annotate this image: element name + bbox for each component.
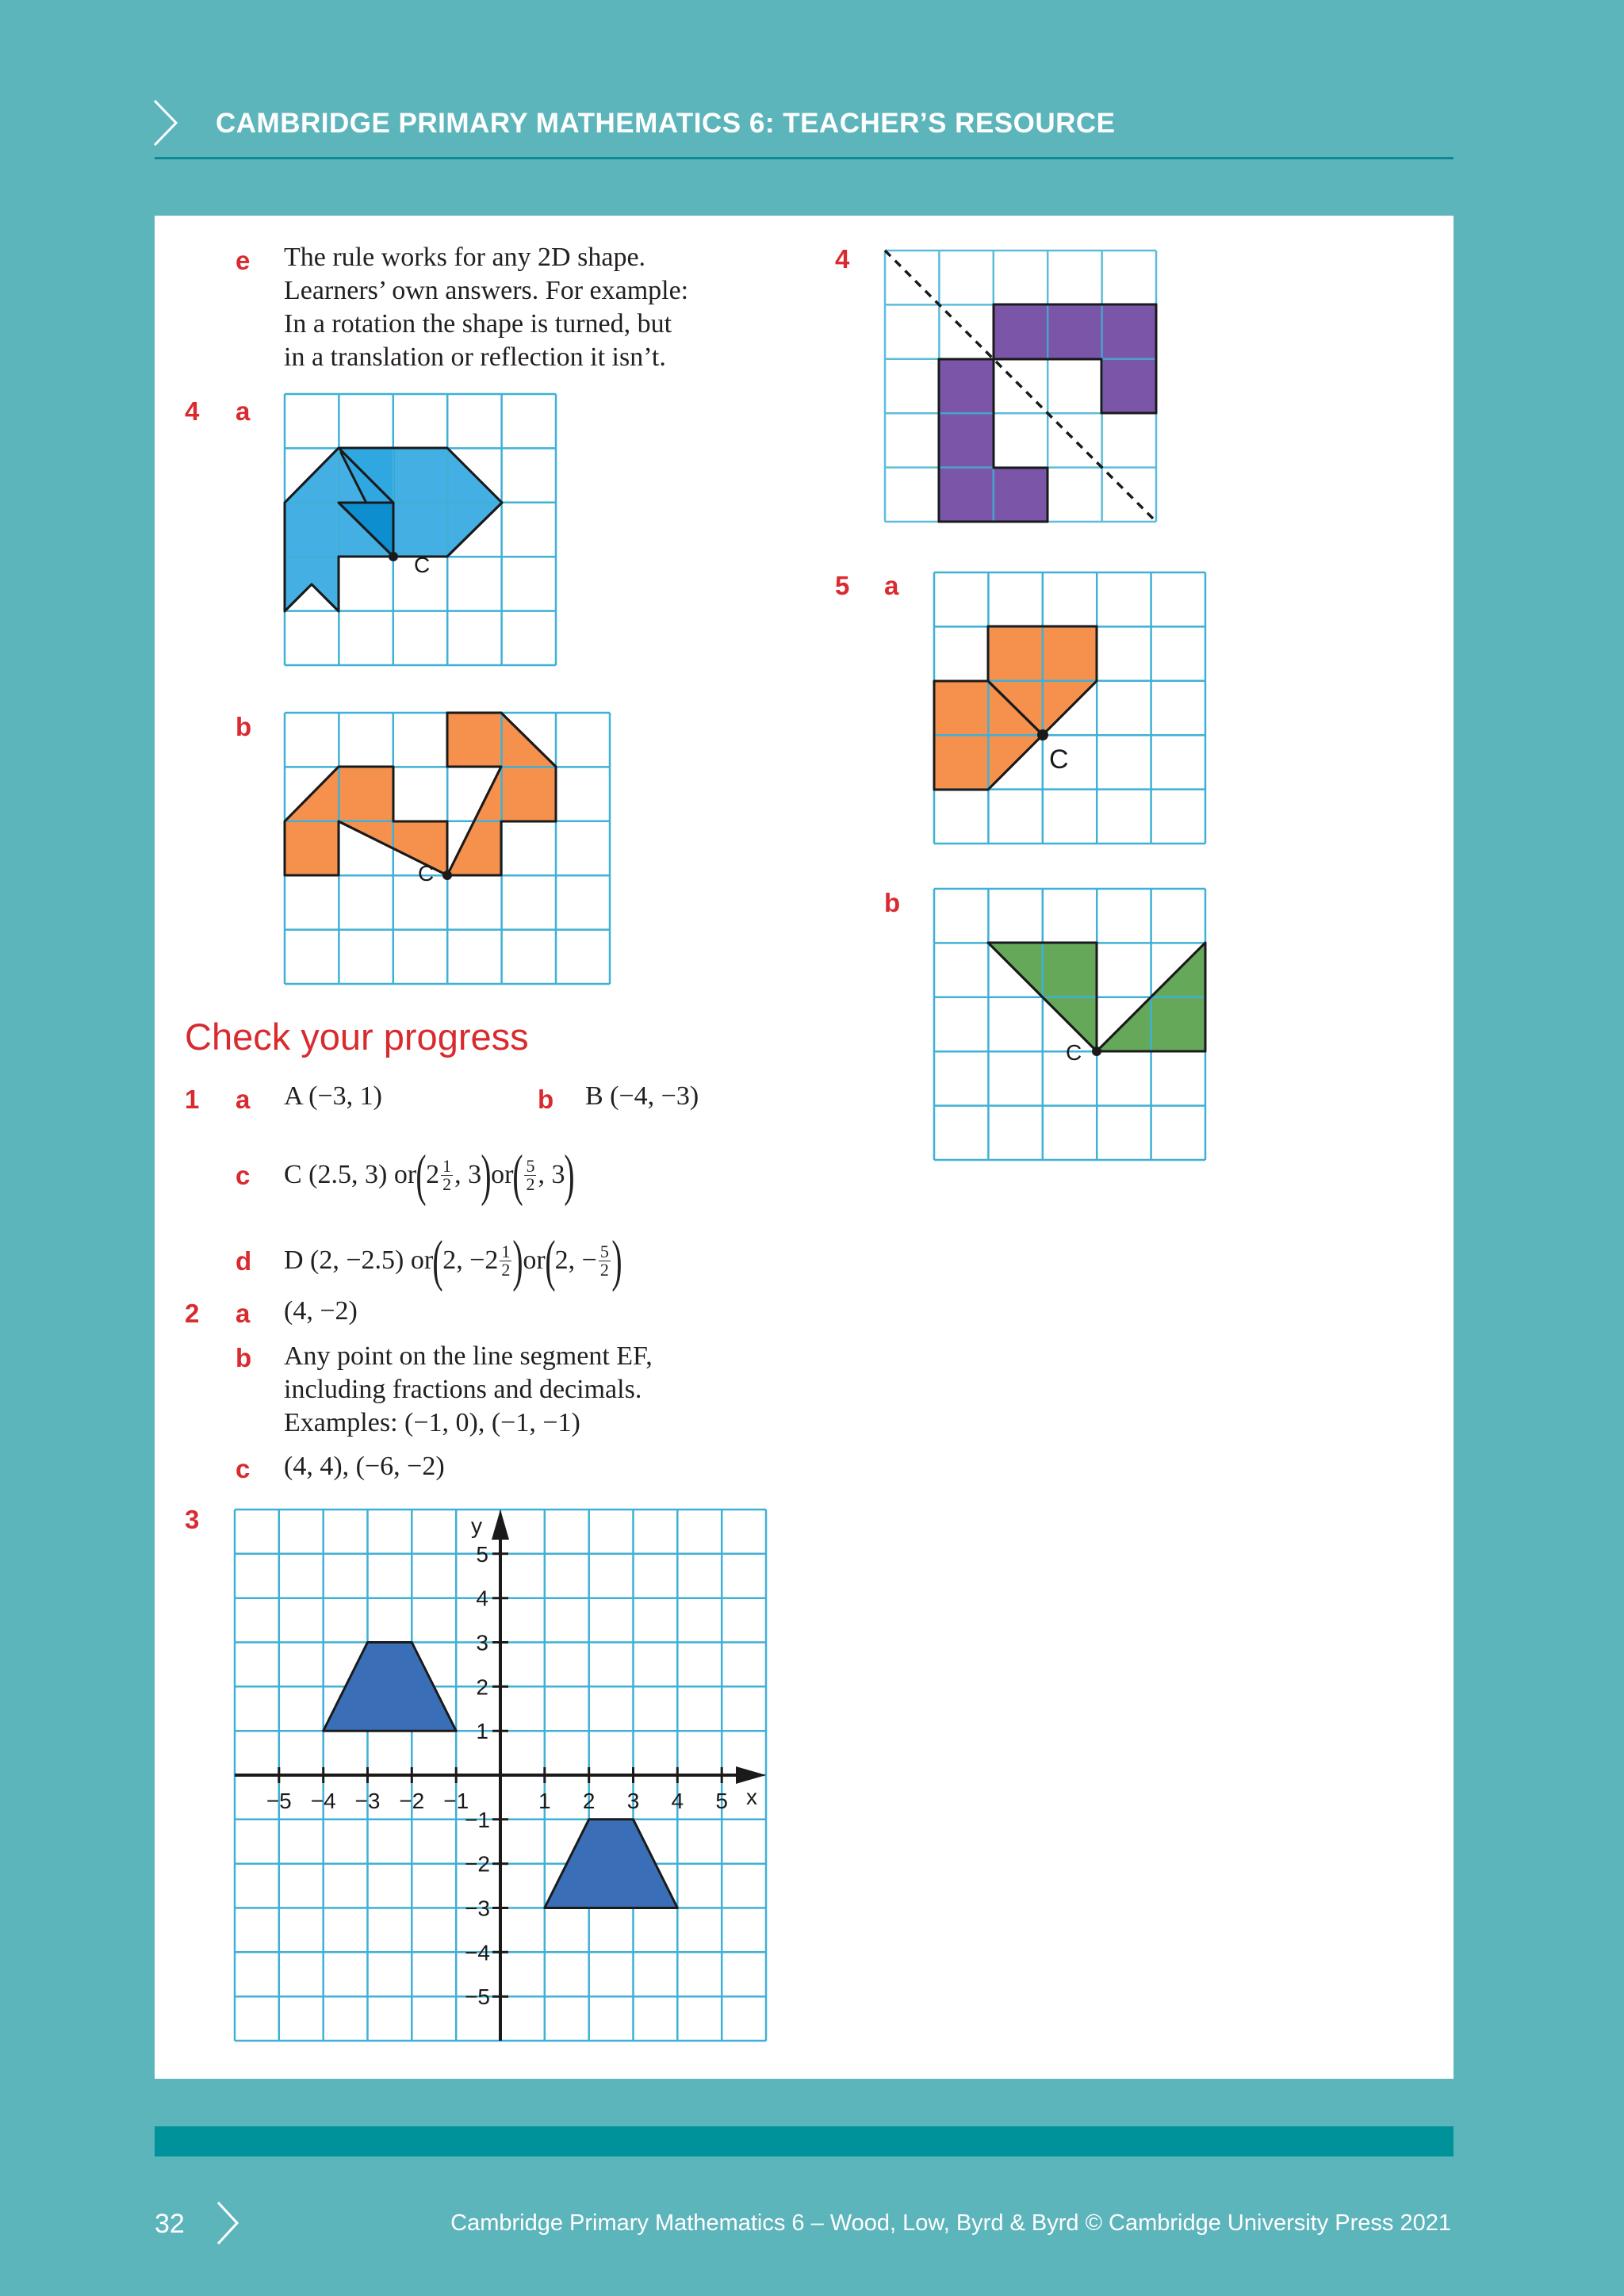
- cp-q2b-answer: Any point on the line segment EF, including fractions and decimals. Examples: (−1, 0), (−1, −1): [284, 1341, 653, 1437]
- header-title: CAMBRIDGE PRIMARY MATHEMATICS 6: TEACHER’S RESOURCE: [216, 108, 1116, 139]
- q5-number: 5: [835, 571, 850, 600]
- header-rule: [155, 157, 1454, 159]
- y-tick-label: −3: [465, 1896, 490, 1921]
- x-tick-label: 2: [582, 1789, 596, 1813]
- q5a-centre-point: [1037, 729, 1048, 740]
- cp-q1d-letter: d: [236, 1246, 252, 1276]
- q3-coordinate-grid: [235, 1510, 766, 2041]
- fraction: $\frac{1}{2}$: [442, 1155, 452, 1194]
- chevron-right-icon: [216, 2200, 239, 2246]
- y-tick-label: 1: [476, 1719, 488, 1744]
- x-tick-label: −3: [354, 1789, 381, 1813]
- footer-copyright: Cambridge Primary Mathematics 6 – Wood, Low, Byrd & Byrd © Cambridge University Press 2021: [450, 2210, 1451, 2236]
- cp-q1b-answer: B (−4, −3): [585, 1081, 699, 1111]
- cp-q1b-letter: b: [538, 1085, 554, 1114]
- q4b-letter: b: [236, 712, 252, 741]
- q5b-letter: b: [884, 888, 901, 917]
- q5a-letter: a: [884, 571, 899, 600]
- cp-q2a-letter: a: [236, 1299, 251, 1328]
- y-tick-label: 2: [476, 1674, 488, 1700]
- cp-q1-number: 1: [185, 1085, 200, 1114]
- cp-q2c-letter: c: [236, 1454, 251, 1483]
- cp-q2-number: 2: [185, 1299, 200, 1328]
- q5b-grid: [934, 889, 1205, 1160]
- y-tick-label: 3: [476, 1630, 488, 1655]
- cp-q1c-letter: c: [236, 1161, 251, 1190]
- page-number: 32: [155, 2209, 185, 2239]
- y-tick-label: 4: [476, 1586, 488, 1611]
- y-axis-arrow: [492, 1510, 509, 1540]
- q5b-centre-point: [1092, 1047, 1101, 1056]
- x-tick-label: 3: [626, 1789, 640, 1813]
- y-tick-label: −2: [465, 1851, 490, 1877]
- q4-number: 4: [185, 396, 200, 426]
- fraction: $\frac{1}{2}$: [501, 1241, 511, 1280]
- q4b-centre-point: [442, 871, 452, 880]
- q-e-text: The rule works for any 2D shape. Learners’ own answers. For example: In a rotation the shape is turned, but in a translation or reflection it isn’t.: [284, 243, 689, 372]
- y-tick-label: 5: [476, 1541, 488, 1567]
- q4-right-number: 4: [835, 244, 850, 274]
- chevron-right-icon: [152, 98, 179, 147]
- q4a-grid: [285, 394, 556, 665]
- q5b-centre-label: C: [1066, 1040, 1082, 1065]
- q-e-letter: e: [236, 246, 251, 275]
- q4b-grid: [285, 713, 610, 984]
- fraction: $\frac{5}{2}$: [526, 1155, 535, 1194]
- x-tick-label: −2: [399, 1789, 425, 1813]
- check-progress-heading: Check your progress: [185, 1016, 529, 1058]
- y-axis-label: y: [471, 1513, 482, 1538]
- cp-q2a-answer: (4, −2): [284, 1296, 358, 1326]
- q4a-centre-point: [389, 552, 398, 561]
- cp-q2b-letter: b: [236, 1343, 252, 1372]
- q5a-grid: [934, 572, 1205, 844]
- x-tick-label: −5: [266, 1789, 292, 1813]
- x-tick-label: 1: [538, 1789, 551, 1813]
- cp-q1c-answer: C (2.5, 3) or ( 2 $\frac{1}{2}$ , 3 ) or ( $\frac{5}{2}$ , 3 ): [284, 1143, 576, 1207]
- footer-bar: [155, 2126, 1454, 2156]
- y-tick-label: −4: [465, 1940, 490, 1965]
- q4a-centre-label: C: [414, 553, 431, 577]
- x-tick-label: −1: [443, 1789, 469, 1813]
- y-tick-label: −5: [465, 1984, 490, 2010]
- cp-q1a-letter: a: [236, 1085, 251, 1114]
- x-tick-label: −4: [310, 1789, 336, 1813]
- cp-q1a-answer: A (−3, 1): [284, 1081, 382, 1111]
- q4-right-grid: [885, 251, 1156, 522]
- q4a-letter: a: [236, 396, 251, 426]
- axes: [235, 1525, 750, 2041]
- x-axis-label: x: [746, 1785, 757, 1809]
- cp-q2c-answer: (4, 4), (−6, −2): [284, 1452, 445, 1481]
- y-tick-label: −1: [465, 1807, 490, 1832]
- x-tick-label: 5: [715, 1789, 728, 1813]
- x-tick-label: 4: [671, 1789, 684, 1813]
- q5a-centre-label: C: [1049, 744, 1069, 775]
- q4b-centre-label: C: [418, 861, 435, 886]
- cp-q3-number: 3: [185, 1505, 200, 1534]
- cp-q1d-answer: D (2, −2.5) or ( 2, −2 $\frac{1}{2}$ ) or ( 2, − $\frac{5}{2}$ ): [284, 1229, 622, 1292]
- x-axis-arrow: [736, 1766, 766, 1784]
- fraction: $\frac{5}{2}$: [599, 1241, 609, 1280]
